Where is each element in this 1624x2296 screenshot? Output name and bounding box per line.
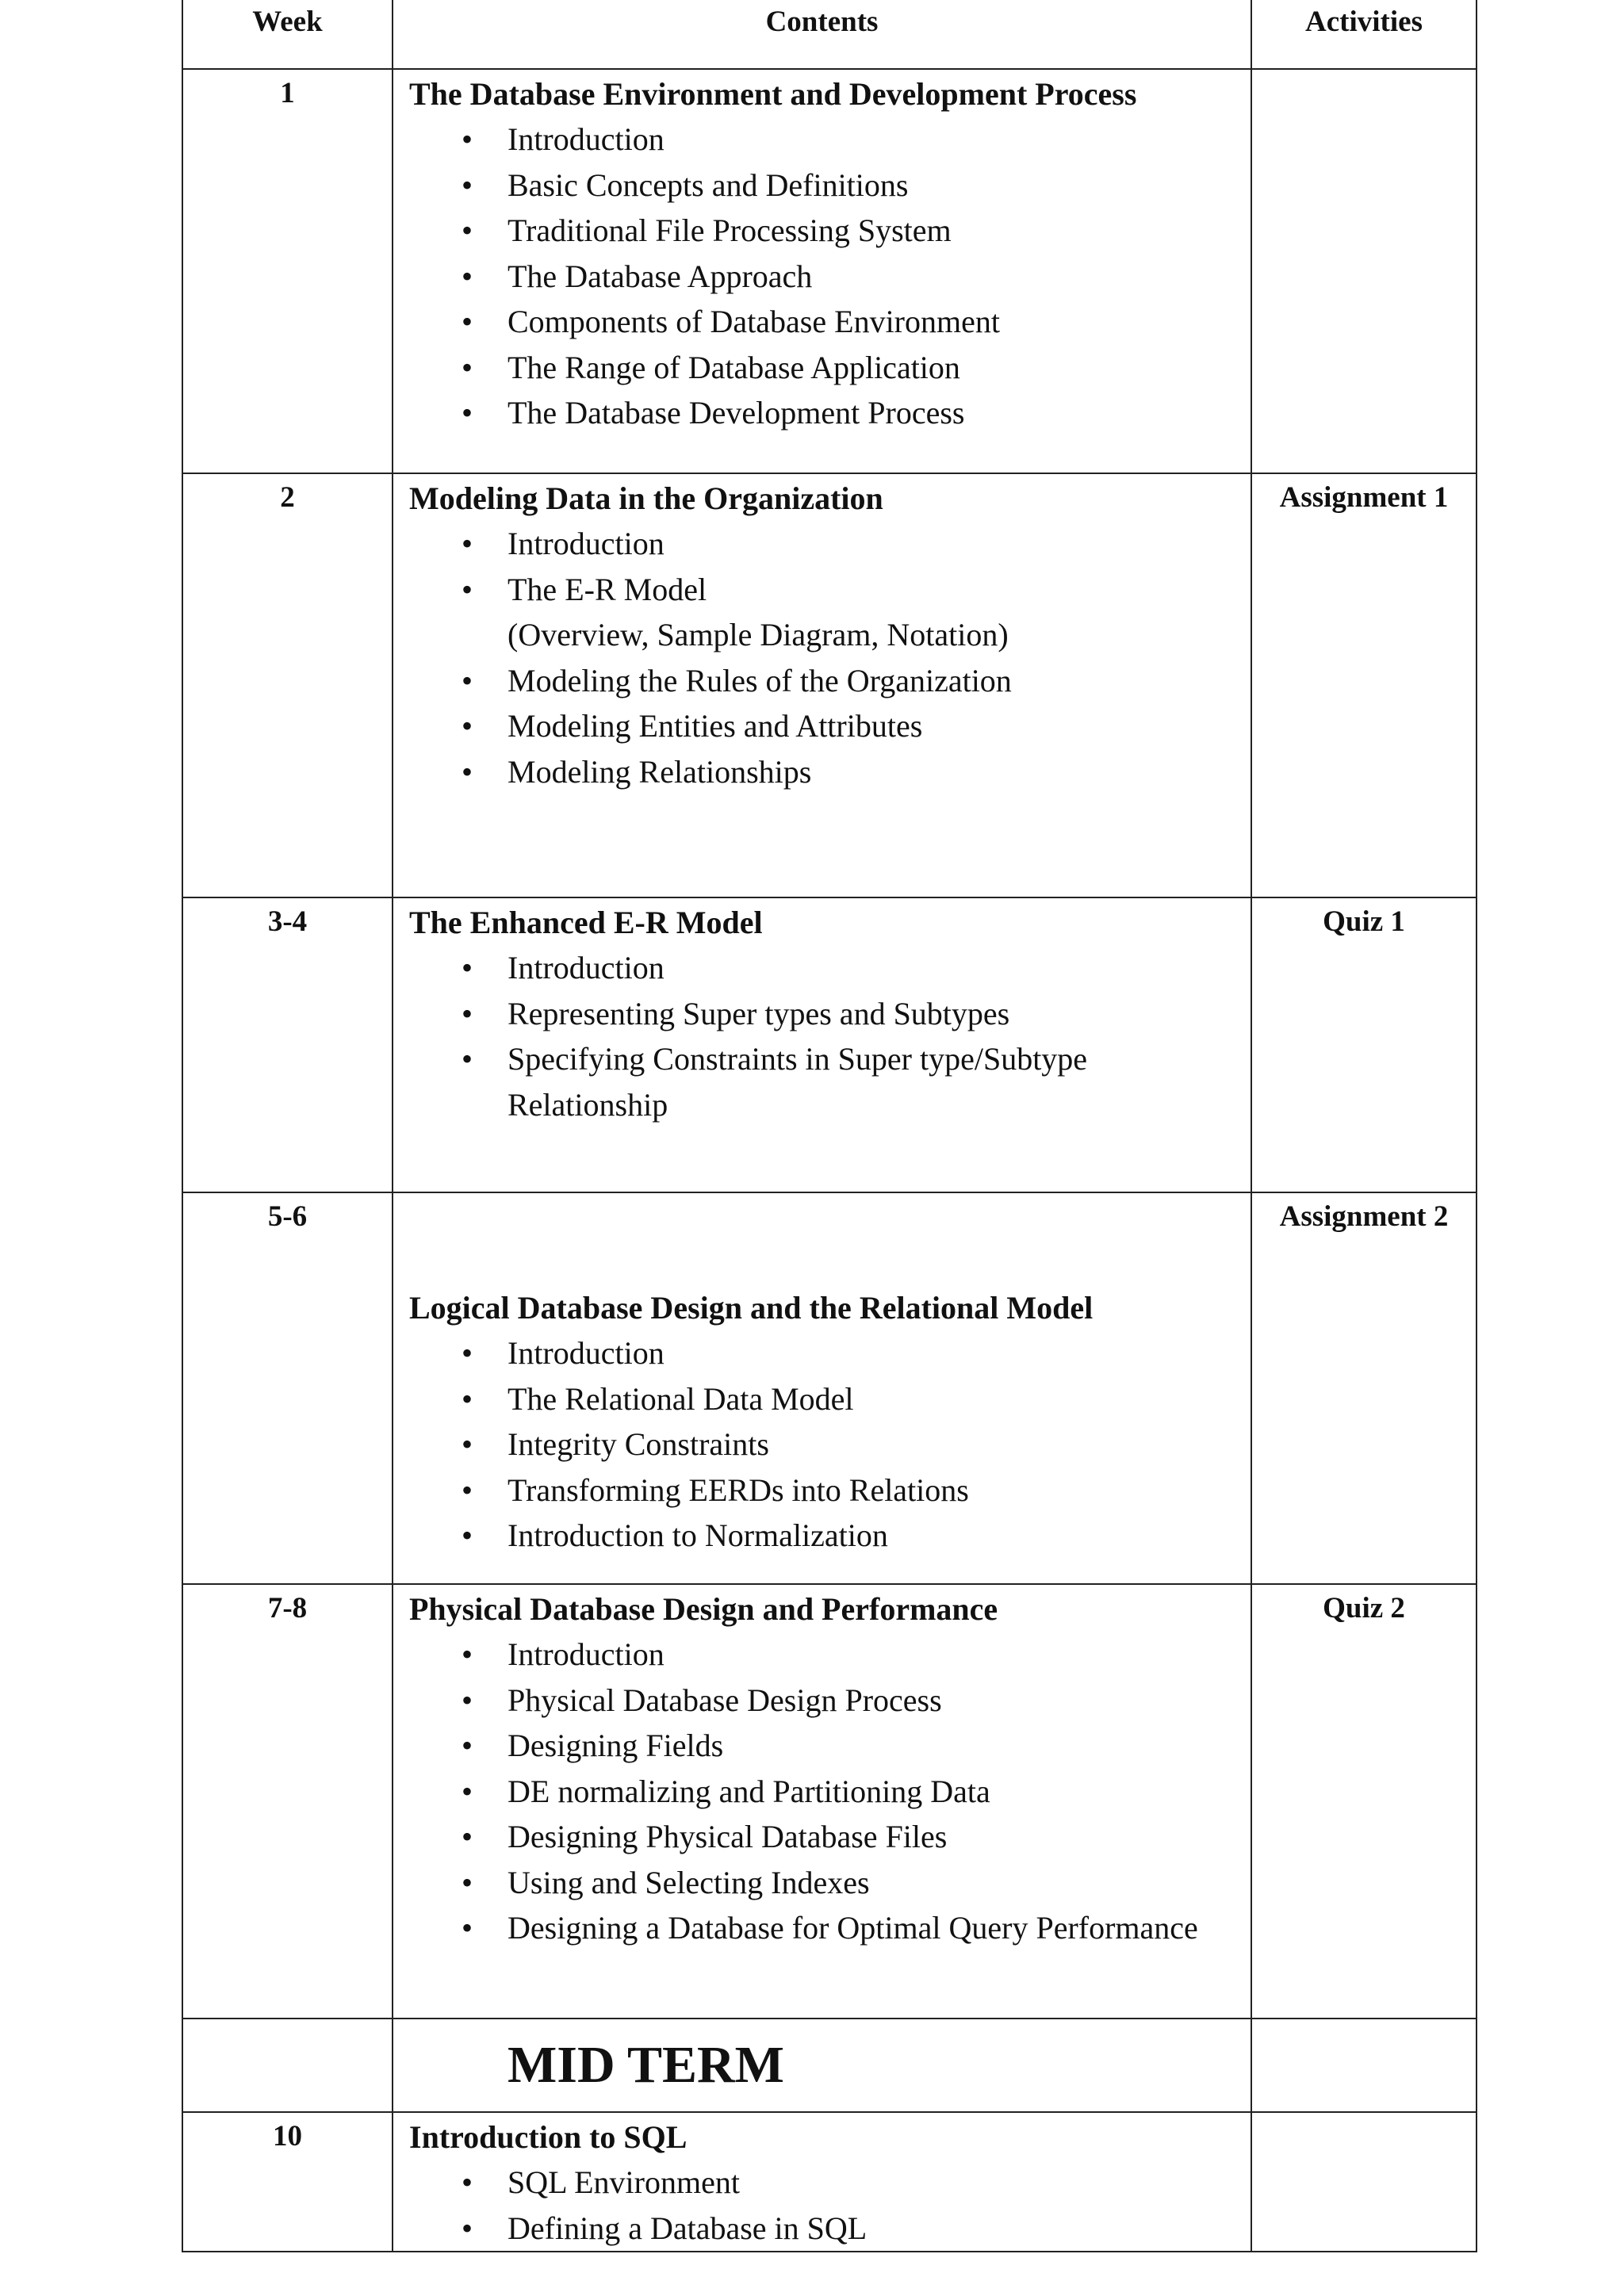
contents-cell xyxy=(393,1192,1251,1584)
list-item: • Introduction xyxy=(462,1632,1251,1678)
bullet-icon: • xyxy=(462,995,473,1031)
bullet-icon: • xyxy=(462,258,473,294)
bullet-icon: • xyxy=(462,1819,473,1854)
list-item: • Designing Fields xyxy=(462,1723,1251,1769)
list-item: • Modeling the Rules of the Organization xyxy=(462,658,1251,704)
bullet-icon: • xyxy=(462,1682,473,1718)
bullet-icon: • xyxy=(462,1636,473,1672)
bullet-icon: • xyxy=(462,1910,473,1946)
bullet-icon: • xyxy=(462,349,473,385)
list-item: • Designing a Database for Optimal Query Performance xyxy=(462,1905,1251,1951)
bullet-icon: • xyxy=(462,950,473,985)
list-item: • Integrity Constraints xyxy=(462,1422,1251,1468)
list-item: • Introduction xyxy=(462,945,1251,991)
week-cell xyxy=(182,2019,393,2112)
bullet-icon: • xyxy=(462,1335,473,1371)
bullet-icon: • xyxy=(462,1773,473,1809)
list-item: • The Range of Database Application xyxy=(462,345,1251,391)
bullet-icon: • xyxy=(462,571,473,607)
contents-cell xyxy=(393,897,1251,1192)
section-title: Introduction to SQL xyxy=(409,2119,688,2155)
list-item: • Introduction xyxy=(462,1330,1251,1376)
table-row xyxy=(182,2112,1477,2252)
week-cell: 7-8 xyxy=(182,1584,393,2019)
contents-header: Contents xyxy=(393,0,1251,69)
list-item: • SQL Environment xyxy=(462,2160,1251,2206)
bullet-icon: • xyxy=(462,1728,473,1763)
activity-cell xyxy=(1251,69,1477,473)
activities-header: Activities xyxy=(1251,0,1477,69)
table-row xyxy=(182,897,1477,1192)
list-item: • Transforming EERDs into Relations xyxy=(462,1468,1251,1513)
list-item: • The Database Development Process xyxy=(462,390,1251,436)
section-title: The Enhanced E-R Model xyxy=(409,905,763,940)
section-title: Logical Database Design and the Relational Model xyxy=(409,1290,1094,1326)
activity-cell: Quiz 2 xyxy=(1251,1584,1477,2019)
week-cell: 3-4 xyxy=(182,897,393,1192)
list-item: • The Database Approach xyxy=(462,254,1251,300)
list-item: • Introduction xyxy=(462,117,1251,163)
list-item: • Modeling Entities and Attributes xyxy=(462,703,1251,749)
bullet-icon: • xyxy=(462,708,473,744)
activity-cell: Quiz 1 xyxy=(1251,897,1477,1192)
contents-cell xyxy=(393,69,1251,473)
bullet-icon: • xyxy=(462,1380,473,1417)
contents-cell xyxy=(393,473,1251,897)
activity-cell: Assignment 2 xyxy=(1251,1192,1477,1584)
list-item: • Modeling Relationships xyxy=(462,749,1251,795)
list-item: • Defining a Database in SQL xyxy=(462,2206,1251,2252)
list-item: • Designing Physical Database Files xyxy=(462,1814,1251,1860)
activity-cell: Assignment 1 xyxy=(1251,473,1477,897)
topic-continuation: Relationship xyxy=(508,1086,668,1123)
section-title: The Database Environment and Development Process xyxy=(409,76,1137,112)
bullet-icon: • xyxy=(462,662,473,698)
bullet-icon: • xyxy=(462,166,473,203)
list-item: • Using and Selecting Indexes xyxy=(462,1860,1251,1906)
list-item: • Introduction to Normalization xyxy=(462,1513,1251,1559)
week-cell: 2 xyxy=(182,473,393,897)
section-title: Physical Database Design and Performance xyxy=(409,1591,998,1627)
bullet-icon: • xyxy=(462,1426,473,1462)
week-cell: 10 xyxy=(182,2112,393,2252)
topic-list xyxy=(409,117,1251,436)
activity-cell xyxy=(1251,2112,1477,2252)
table-row xyxy=(182,69,1477,473)
bullet-icon: • xyxy=(462,753,473,790)
list-item: • The Relational Data Model xyxy=(462,1376,1251,1422)
bullet-icon: • xyxy=(462,526,473,561)
bullet-icon: • xyxy=(462,2164,473,2200)
midterm-heading: MID TERM xyxy=(508,2036,784,2094)
list-item: • Basic Concepts and Definitions xyxy=(462,163,1251,209)
topic-note: (Overview, Sample Diagram, Notation) xyxy=(508,617,1009,652)
topic-list xyxy=(409,1330,1251,1559)
table-row xyxy=(182,473,1477,897)
list-item: • Components of Database Environment xyxy=(462,299,1251,345)
topic-list xyxy=(409,2160,1251,2251)
list-item: • DE normalizing and Partitioning Data xyxy=(462,1769,1251,1815)
list-item: • Introduction xyxy=(462,521,1251,567)
bullet-icon: • xyxy=(462,1864,473,1900)
week-cell: 1 xyxy=(182,69,393,473)
bullet-icon: • xyxy=(462,1041,473,1077)
contents-cell xyxy=(393,2112,1251,2252)
bullet-icon: • xyxy=(462,304,473,339)
header-row xyxy=(182,0,1477,69)
list-item: • Physical Database Design Process xyxy=(462,1678,1251,1724)
contents-cell xyxy=(393,1584,1251,2019)
contents-cell xyxy=(393,2019,1251,2112)
bullet-icon: • xyxy=(462,1517,473,1553)
list-item: • Specifying Constraints in Super type/Subtype Relationship xyxy=(462,1036,1251,1127)
table-row xyxy=(182,2019,1477,2112)
section-title: Modeling Data in the Organization xyxy=(409,480,883,516)
week-header: Week xyxy=(182,0,393,69)
bullet-icon: • xyxy=(462,1471,473,1508)
list-item: • Traditional File Processing System xyxy=(462,208,1251,254)
activity-cell xyxy=(1251,2019,1477,2112)
bullet-icon: • xyxy=(462,2210,473,2246)
week-cell: 5-6 xyxy=(182,1192,393,1584)
topic-list xyxy=(409,521,1251,794)
topic-list xyxy=(409,1632,1251,1951)
bullet-icon: • xyxy=(462,212,473,248)
list-item: • The E-R Model (Overview, Sample Diagram, Notation) xyxy=(462,567,1251,658)
bullet-icon: • xyxy=(462,121,473,157)
course-schedule-table xyxy=(182,0,1477,2252)
list-item: • Representing Super types and Subtypes xyxy=(462,991,1251,1037)
topic-list xyxy=(409,945,1251,1127)
bullet-icon: • xyxy=(462,395,473,430)
table-row xyxy=(182,1192,1477,1584)
table-row xyxy=(182,1584,1477,2019)
